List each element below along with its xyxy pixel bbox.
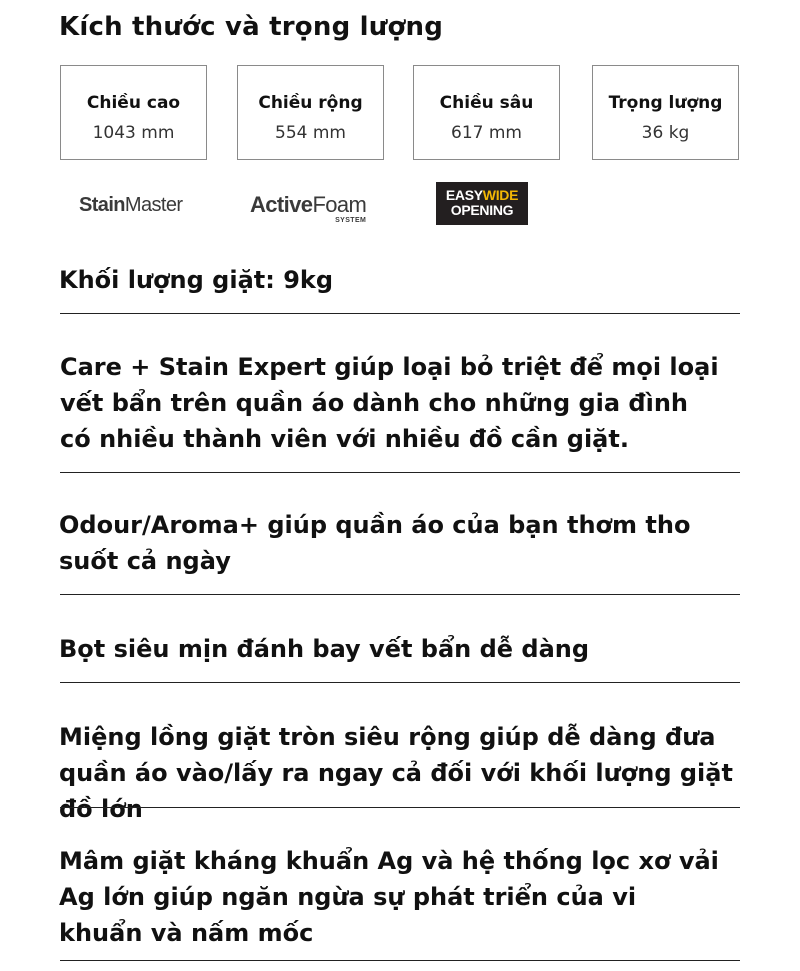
feature-wide-door: Miệng lồng giặt tròn siêu rộng giúp dễ dàng đưa quần áo vào/lấy ra ngay cả đối với khối lượng giặt đồ lớn — [59, 723, 733, 823]
divider — [60, 682, 740, 683]
divider — [60, 960, 740, 961]
dimension-label: Chiều cao — [86, 93, 181, 113]
dimension-label: Chiều rộng — [258, 93, 363, 113]
stainmaster-logo: StainMaster — [79, 194, 183, 216]
feature-odour-aroma: Odour/Aroma+ giúp quần áo của bạn thơm tho suốt cả ngày — [59, 511, 691, 575]
dimension-depth-box — [413, 65, 560, 160]
feature-logos — [60, 180, 741, 228]
easy-wide-opening-logo: EASYWIDE OPENING — [436, 182, 528, 225]
activefoam-logo: ActiveFoam SYSTEM — [250, 192, 367, 224]
section-title: Kích thước và trọng lượng — [59, 12, 444, 42]
divider — [60, 313, 740, 314]
dimension-height-box — [60, 65, 207, 160]
dimensions-row — [60, 65, 741, 162]
dimension-weight-box — [592, 65, 739, 160]
divider — [60, 807, 740, 808]
feature-antibacterial: Mâm giặt kháng khuẩn Ag và hệ thống lọc xơ vải Ag lớn giúp ngăn ngừa sự phát triển của vi khuẩn và nấm mốc — [59, 847, 719, 947]
dimension-value: 1043 mm — [92, 123, 175, 143]
divider — [60, 472, 740, 473]
dimension-label: Chiều sâu — [439, 93, 534, 113]
dimension-width-box — [237, 65, 384, 160]
dimension-value: 36 kg — [641, 123, 690, 143]
dimension-value: 617 mm — [451, 123, 522, 143]
divider — [60, 594, 740, 595]
feature-capacity: Khối lượng giặt: 9kg — [59, 266, 334, 294]
dimension-label: Trọng lượng — [608, 93, 723, 113]
dimension-value: 554 mm — [275, 123, 346, 143]
feature-micro-foam: Bọt siêu mịn đánh bay vết bẩn dễ dàng — [59, 635, 590, 663]
feature-care-stain: Care + Stain Expert giúp loại bỏ triệt để mọi loại vết bẩn trên quần áo dành cho những gia đình có nhiều thành viên với nhiều đồ cần giặt. — [60, 353, 719, 453]
